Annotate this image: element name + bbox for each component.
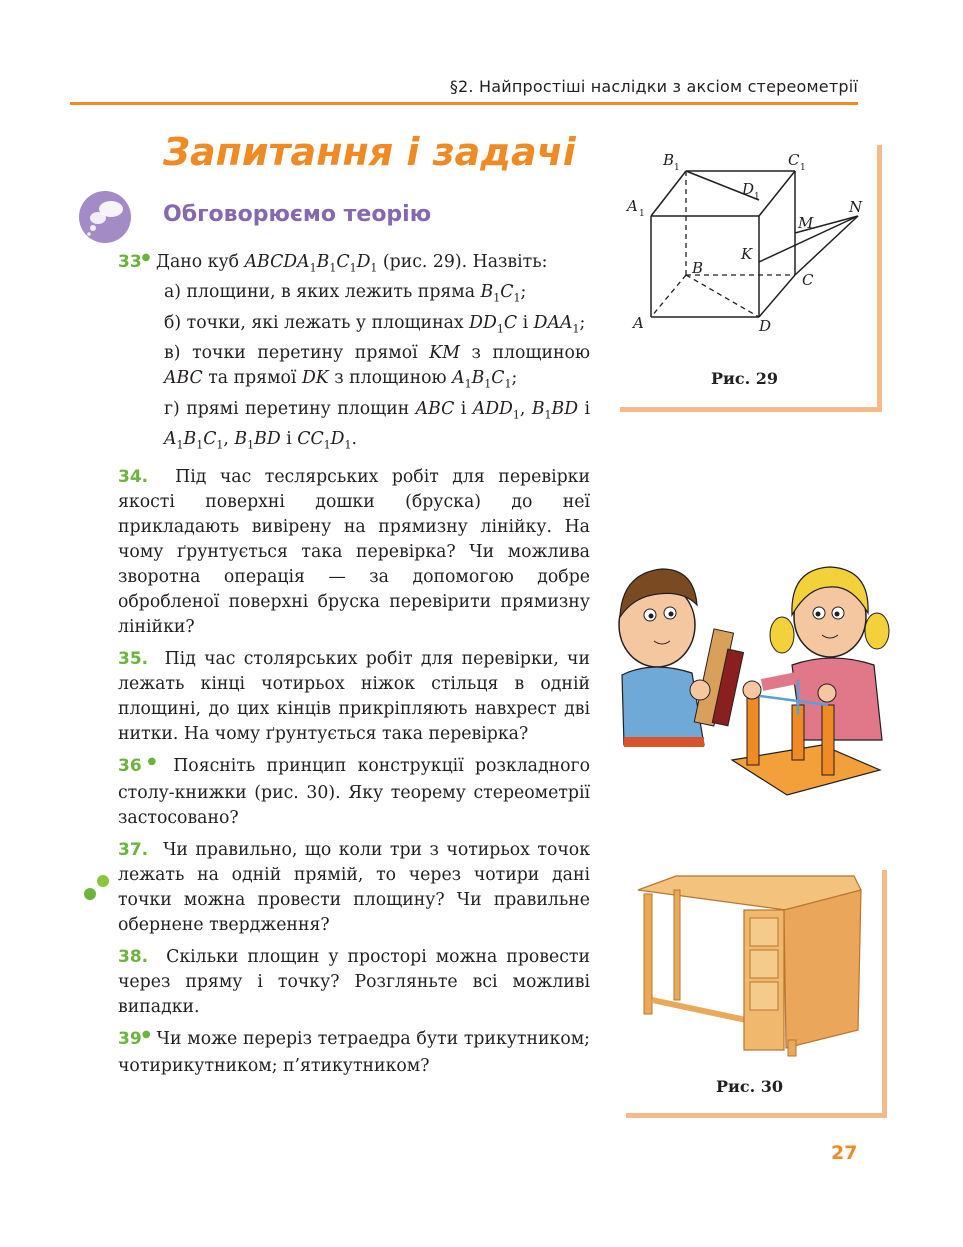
task-number: 39 — [118, 1028, 142, 1049]
label-N: N — [849, 198, 863, 216]
task-text: Скільки площин у просторі можна провести через пряму і точку? Розгляньте всі можливі випадки. — [118, 946, 590, 1017]
task-text: Чи правильно, що коли три з чотирьох точок лежать на одній прямій, то через чотири дані точки можна провести площину? Чи правильне обернене твердження? — [118, 839, 590, 935]
figure-29 — [620, 145, 882, 412]
task-33-g: г) прямі перетину площин ABC і $ADD_1$, $B_1BD$ і $A_1B_1C_1$, $B_1BD$ і $CC_1D_1$. — [164, 398, 591, 452]
task-number: 35. — [118, 648, 149, 669]
green-dots-icon — [82, 872, 112, 902]
svg-text:1: 1 — [800, 163, 806, 173]
task-number: 33 — [118, 252, 142, 272]
task-text: (рис. 29). Назвіть: — [382, 252, 548, 272]
label-D: D — [759, 317, 772, 335]
task-38 — [118, 945, 590, 1020]
page-number: 27 — [831, 1142, 858, 1164]
task-35 — [118, 647, 590, 747]
figure-29-caption: Рис. 29 — [711, 369, 779, 388]
speech-bubble-icon — [78, 190, 134, 244]
task-33-a: а) площини, в яких лежить пряма $B_1C_1$; — [164, 282, 527, 305]
cube-diagram — [620, 145, 877, 370]
label-B: B — [692, 259, 704, 277]
task-text: Чи може переріз тетраедра бути трикутником; чотирикутником; п’ятикутником? — [118, 1028, 590, 1076]
dot-marker-icon: ● — [141, 755, 162, 767]
task-number: 34. — [118, 466, 149, 487]
running-head: §2. Найпростіші наслідки з аксіом стереометрії — [70, 74, 858, 105]
label-A1: A — [627, 197, 638, 215]
label-D1: D — [742, 180, 755, 198]
task-number: 36 — [118, 755, 142, 776]
folding-table-illustration — [626, 870, 882, 1070]
label-C1: C — [788, 151, 800, 169]
task-33-b: б) точки, які лежать у площинах $DD_1C$ і $DAA_1$; — [164, 312, 586, 336]
dot-marker-icon: ● — [141, 252, 151, 263]
task-text: Під час теслярських робіт для перевірки якості поверхні дошки (бруска) до неї прикладають вивірену на прямизну лінійку. На чому ґрунтується така перевірка? Чи можлива зворотна операція — за допомогою добре обробленої поверхні бруска перевірити прямизну лінійки? — [118, 466, 590, 637]
task-text: Під час столярських робіт для перевірки, чи лежать кінці чотирьох ніжок стільця в одній площині, до цих кінців прикріпляють навхрест дві нитки. На чому ґрунтується така перевірка? — [118, 648, 590, 744]
task-33 — [118, 250, 590, 458]
label-B1: B — [663, 151, 675, 169]
dot-marker-icon: ● — [141, 1028, 151, 1040]
figure-30-caption: Рис. 30 — [716, 1077, 784, 1096]
task-number: 37. — [118, 839, 149, 860]
svg-text:1: 1 — [639, 209, 645, 219]
task-37 — [118, 838, 590, 938]
label-A: A — [633, 314, 644, 332]
tasks-column — [118, 250, 590, 1086]
svg-text:1: 1 — [674, 163, 680, 173]
section-title: Запитання і задачі — [163, 130, 576, 174]
task-number: 38. — [118, 946, 149, 967]
task-39 — [118, 1027, 590, 1079]
task-text: Дано куб — [155, 252, 240, 272]
task-34 — [118, 465, 590, 640]
math: $ABCDA_1B_1C_1D_1$ — [244, 252, 378, 275]
label-M: M — [798, 214, 814, 232]
task-text: Поясніть принцип конструкції розкладного столу-книжки (рис. 30). Яку теорему стереометрії застосовано? — [118, 755, 590, 828]
task-33-v: в) точки перетину прямої KM з площиною ABC та прямої DK з площиною $A_1B_1C_1$; — [164, 343, 590, 391]
svg-text:1: 1 — [754, 192, 760, 202]
figure-30 — [626, 870, 887, 1118]
label-C: C — [802, 271, 814, 289]
subhead: Обговорюємо теорію — [163, 202, 432, 227]
task-36 — [118, 754, 590, 831]
children-checking-stool-illustration — [612, 555, 892, 800]
label-K: K — [741, 245, 753, 263]
